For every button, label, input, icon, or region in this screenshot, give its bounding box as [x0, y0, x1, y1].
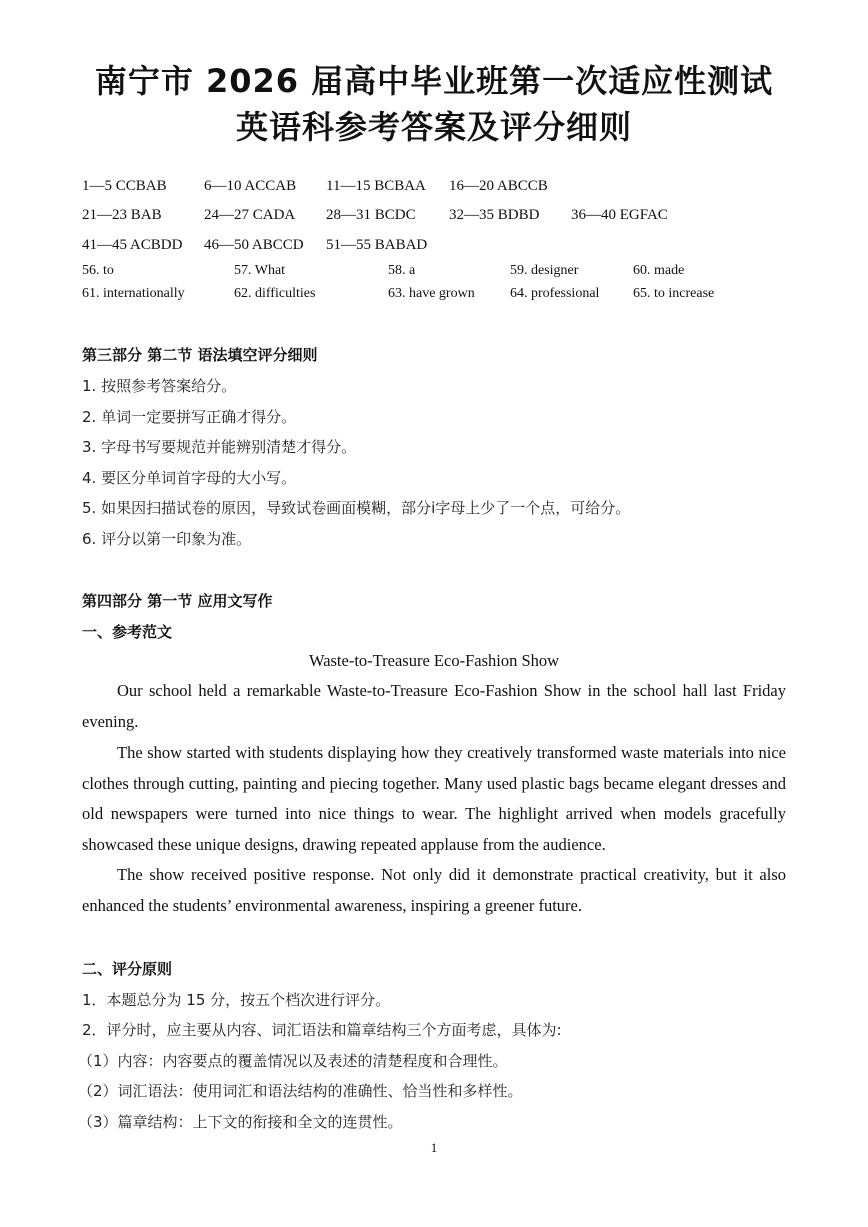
answer-item: 57. What — [234, 263, 286, 278]
answer-group: 36—40 EGFAC — [571, 207, 668, 223]
grammar-rule: 2. 单词一定要拼写正确才得分。 — [82, 408, 297, 426]
grammar-rule: 6. 评分以第一印象为准。 — [82, 530, 252, 548]
grammar-rule: 5. 如果因扫描试卷的原因，导致试卷画面模糊，部分i字母上少了一个点，可给分。 — [82, 499, 631, 517]
answer-group: 16—20 ABCCB — [449, 178, 548, 194]
answer-group: 51—55 BABAD — [326, 237, 428, 253]
sample-essay-heading: 一、参考范文 — [82, 623, 173, 641]
grammar-section-heading: 第三部分 第二节 语法填空评分细则 — [82, 346, 318, 364]
scoring-principle: （2）词汇语法：使用词汇和语法结构的准确性、恰当性和多样性。 — [78, 1082, 523, 1100]
scoring-principle: 2．评分时，应主要从内容、词汇语法和篇章结构三个方面考虑，具体为: — [82, 1021, 562, 1039]
answer-group: 11—15 BCBAA — [326, 178, 426, 194]
writing-section-heading: 第四部分 第一节 应用文写作 — [82, 592, 273, 610]
answer-group: 32—35 BDBD — [449, 207, 540, 223]
answer-group: 24—27 CADA — [204, 207, 296, 223]
scoring-principle: （3）篇章结构：上下文的衔接和全文的连贯性。 — [78, 1113, 403, 1131]
grammar-rule: 3. 字母书写要规范并能辨别清楚才得分。 — [82, 438, 357, 456]
answer-group: 28—31 BCDC — [326, 207, 416, 223]
essay-paragraph-1: Our school held a remarkable Waste-to-Treasure Eco-Fashion Show in the school hall last Friday evening. — [82, 681, 786, 731]
answer-item: 64. professional — [510, 286, 600, 301]
answer-item: 60. made — [633, 263, 685, 278]
grammar-rule: 4. 要区分单词首字母的大小写。 — [82, 469, 297, 487]
answer-group: 46—50 ABCCD — [204, 237, 304, 253]
answer-group: 1—5 CCBAB — [82, 178, 167, 194]
document-title-line-2: 英语科参考答案及评分细则 — [235, 108, 632, 146]
answer-group: 41—45 ACBDD — [82, 237, 183, 253]
document-title-line-1: 南宁市 2026 届高中毕业班第一次适应性测试 — [94, 62, 774, 100]
answer-item: 56. to — [82, 263, 114, 278]
scoring-principle: （1）内容：内容要点的覆盖情况以及表述的清楚程度和合理性。 — [78, 1052, 508, 1070]
answer-group: 21—23 BAB — [82, 207, 162, 223]
essay-paragraph-2: The show started with students displaying how they creatively transformed waste materials into nice clothes through cutting, painting and piecing together. Many used plastic bags became elegant dresses and old newspapers were turned into nice things to wear. The highlight arrived when models gracefully showcased these unique designs, drawing repeated applause from the audience. — [82, 743, 786, 855]
answer-item: 59. designer — [510, 263, 579, 278]
scoring-principles-heading: 二、评分原则 — [82, 960, 173, 978]
answer-item: 63. have grown — [388, 286, 475, 301]
essay-title: Waste-to-Treasure Eco-Fashion Show — [308, 651, 560, 670]
essay-paragraph-3: The show received positive response. Not only did it demonstrate practical creativity, but it also enhanced the students’ environmental awareness, inspiring a greener future. — [82, 865, 786, 915]
grammar-rule: 1. 按照参考答案给分。 — [82, 377, 237, 395]
answer-item: 58. a — [388, 263, 416, 278]
answer-item: 61. internationally — [82, 286, 185, 301]
answer-item: 65. to increase — [633, 286, 715, 301]
answer-group: 6—10 ACCAB — [204, 178, 297, 194]
answer-item: 62. difficulties — [234, 286, 316, 301]
page-number: 1 — [430, 1140, 438, 1155]
scoring-principle: 1．本题总分为 15 分，按五个档次进行评分。 — [82, 991, 391, 1009]
